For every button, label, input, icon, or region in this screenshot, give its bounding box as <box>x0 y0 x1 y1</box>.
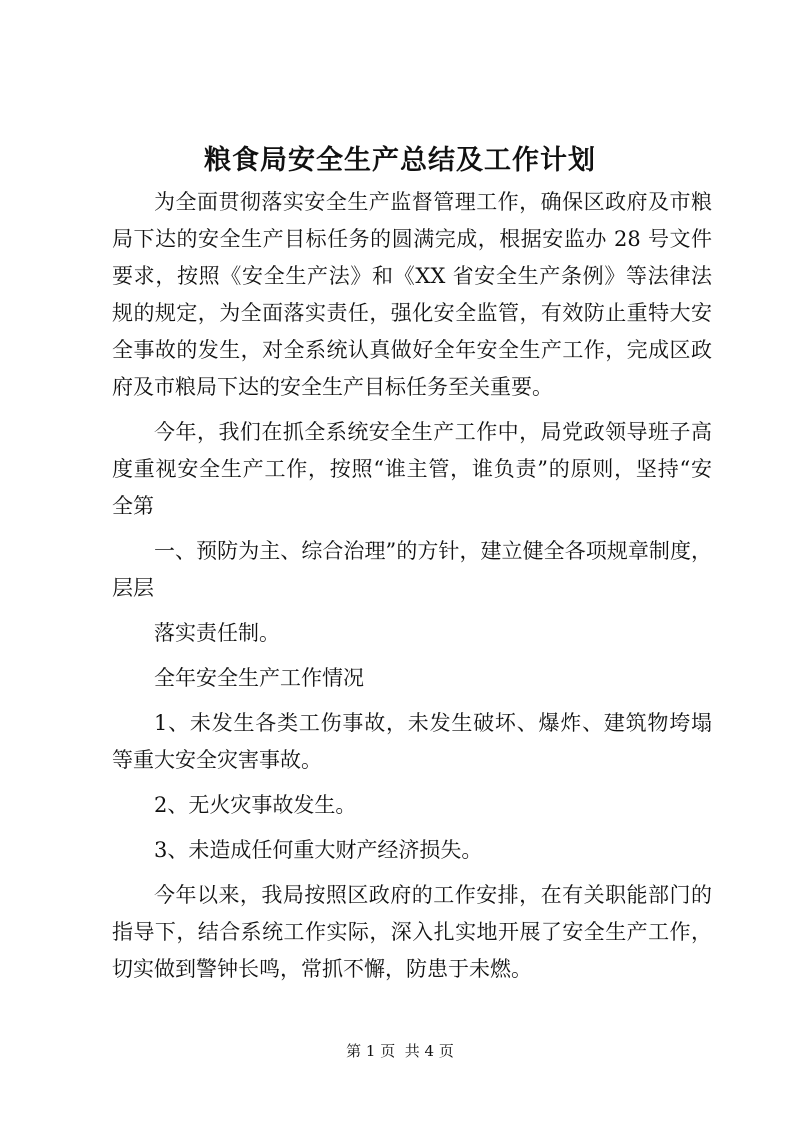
paragraph-line: 规的规定，为全面落实责任，强化安全监管，有效防止重特大安 <box>112 301 712 325</box>
list-item-line: 3、未造成任何重大财产经济损失。 <box>154 838 483 862</box>
paragraph-line: 局下达的安全生产目标任务的圆满完成，根据安监办 28 号文件 <box>112 227 712 251</box>
paragraph-line: 府及市粮局下达的安全生产目标任务至关重要。 <box>112 375 553 399</box>
list-item-line: 等重大安全灾害事故。 <box>112 748 322 772</box>
paragraph-line: 为全面贯彻落实安全生产监督管理工作，确保区政府及市粮 <box>154 190 712 214</box>
paragraph-line: 指导下，结合系统工作实际，深入扎实地开展了安全生产工作， <box>112 920 712 944</box>
paragraph-line: 一、预防为主、综合治理”的方针，建立健全各项规章制度， <box>154 539 712 563</box>
paragraph-line: 落实责任制。 <box>154 621 280 645</box>
list-item-line: 2、无火灾事故发生。 <box>154 793 357 817</box>
paragraph-line: 今年以来，我局按照区政府的工作安排，在有关职能部门的 <box>154 883 712 907</box>
document-title: 粮食局安全生产总结及工作计划 <box>204 145 596 176</box>
paragraph-line: 今年，我们在抓全系统安全生产工作中，局党政领导班子高 <box>154 420 712 444</box>
paragraph-line: 度重视安全生产工作，按照“谁主管，谁负责”的原则，坚持“安 <box>112 457 712 481</box>
paragraph-line: 全第 <box>112 494 154 518</box>
page-footer <box>0 1041 800 1061</box>
paragraph-line: 全事故的发生，对全系统认真做好全年安全生产工作，完成区政 <box>112 338 712 362</box>
paragraph-line: 层层 <box>112 576 154 600</box>
list-item-line: 1、未发生各类工伤事故，未发生破坏、爆炸、建筑物垮塌 <box>154 711 712 735</box>
page-number: 第 1 页 共 4 页 <box>346 1042 454 1060</box>
document-body <box>112 184 712 988</box>
paragraph-line: 切实做到警钟长鸣，常抓不懈，防患于未燃。 <box>112 957 532 981</box>
paragraph-line: 要求，按照《安全生产法》和《XX 省安全生产条例》等法律法 <box>112 264 712 288</box>
section-heading: 全年安全生产工作情况 <box>154 666 364 690</box>
